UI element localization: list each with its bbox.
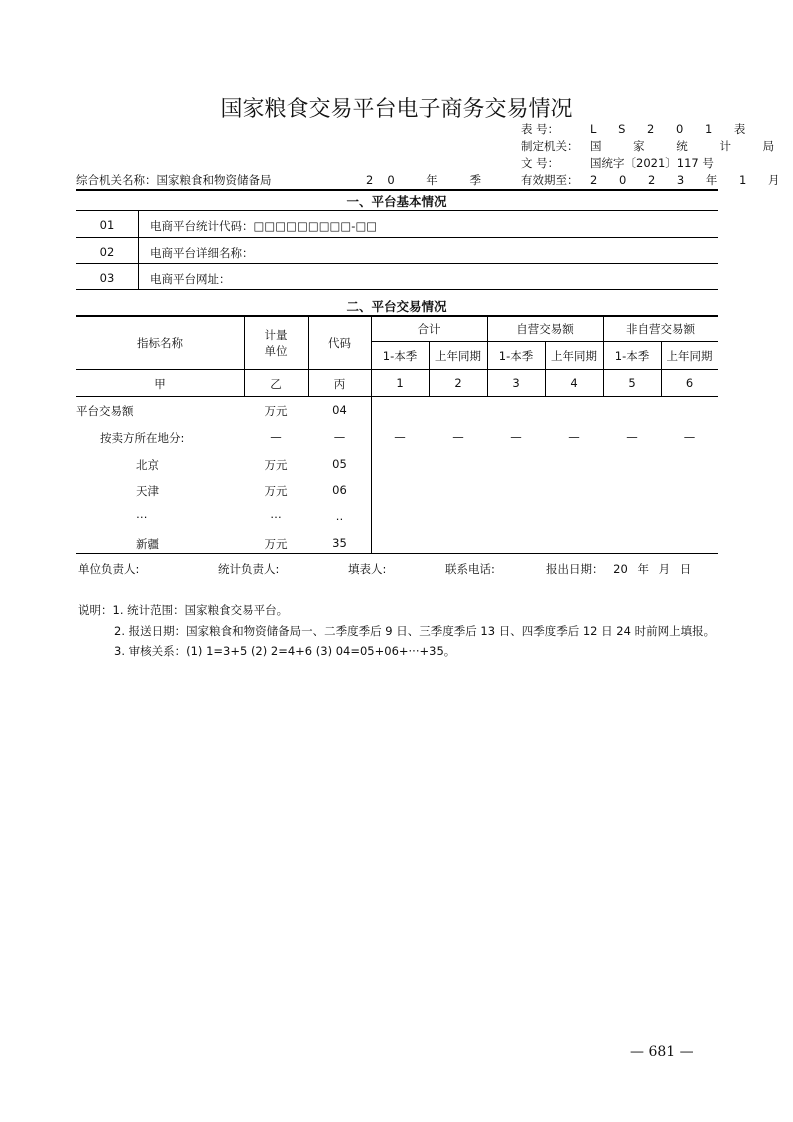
index-num: 4: [570, 376, 578, 390]
rule: [76, 263, 718, 264]
rule: [76, 553, 718, 554]
row-unit: 万元: [264, 484, 288, 498]
page-number: — 681 —: [630, 1044, 694, 1060]
org-name: 综合机关名称：国家粮食和物资储备局: [76, 173, 272, 187]
header-sub: 1-本季: [382, 349, 418, 363]
valid-label: 有效期至：: [521, 173, 579, 187]
row-code: 05: [332, 457, 347, 471]
rule: [76, 396, 718, 397]
header-indicator: 指标名称: [137, 336, 183, 350]
s1-code: 02: [99, 245, 115, 259]
header-group: 合计: [417, 322, 441, 336]
index-num: 3: [512, 376, 520, 390]
form-no-value: L S 2 0 1 表: [590, 122, 755, 136]
valid-value: 2 0 2 3 年 1 月: [590, 173, 789, 187]
header-sub: 1-本季: [498, 349, 534, 363]
rule: [76, 315, 718, 317]
index-num: 5: [628, 376, 636, 390]
s1-label: 电商平台网址：: [150, 272, 231, 286]
row-val: —: [452, 430, 464, 444]
row-val: —: [568, 430, 580, 444]
index-b: 乙: [270, 377, 282, 391]
s1-label: 电商平台详细名称：: [150, 246, 254, 260]
stat-head-label: 统计负责人:: [218, 562, 280, 576]
index-num: 6: [685, 376, 694, 390]
index-num: 1: [396, 376, 404, 390]
form-no-label: 表 号：: [521, 122, 560, 136]
row-code: 06: [332, 483, 347, 497]
index-c: 丙: [333, 377, 346, 391]
header-code: 代码: [328, 336, 351, 350]
note-3: 3. 审核关系：(1) 1=3+5 (2) 2=4+6 (3) 04=05+06+···+35。: [114, 644, 456, 658]
header-group: 非自营交易额: [626, 322, 695, 336]
unit-head-label: 单位负责人:: [78, 562, 140, 576]
row-name: 北京: [136, 458, 159, 472]
header-sub: 上年同期: [666, 349, 713, 363]
note-1: 说明：1. 统计范围：国家粮食交易平台。: [78, 603, 289, 617]
col-divider: [138, 210, 139, 289]
row-name: …: [136, 507, 148, 521]
rule: [76, 289, 718, 290]
authority-label: 制定机关：: [521, 139, 579, 153]
row-unit: …: [270, 507, 282, 521]
header-sub: 上年同期: [551, 349, 597, 363]
doc-no-value: 国统字〔2021〕117 号: [590, 156, 714, 170]
rule: [76, 210, 718, 211]
row-val: —: [683, 430, 696, 444]
row-val: —: [394, 430, 406, 444]
row-code: 04: [332, 403, 347, 417]
note-2: 2. 报送日期：国家粮食和物资储备局一、二季度季后 9 日、三季度季后 13 日、四季度季后 12 日 24 时前网上填报。: [114, 624, 716, 638]
index-num: 2: [454, 376, 462, 390]
authority-value: 国 家 统 计 局: [590, 139, 789, 153]
section2-title: 二、平台交易情况: [346, 299, 447, 314]
rule: [76, 237, 718, 238]
row-unit: 万元: [264, 458, 288, 472]
report-period: 20 年 季: [366, 173, 495, 187]
filler-label: 填表人:: [348, 562, 387, 576]
doc-no-label: 文 号：: [521, 156, 560, 170]
row-code: —: [333, 430, 346, 444]
s1-code: 01: [99, 218, 115, 232]
s1-code: 03: [99, 271, 115, 285]
page-title: 国家粮食交易平台电子商务交易情况: [220, 97, 573, 122]
row-code: ‥: [335, 509, 344, 523]
row-name: 天津: [136, 484, 159, 498]
phone-label: 联系电话:: [445, 562, 495, 576]
row-name: 新疆: [136, 537, 159, 551]
row-unit: 万元: [264, 537, 288, 551]
section1-title: 一、平台基本情况: [346, 194, 447, 209]
row-code: 35: [332, 536, 347, 550]
row-unit: —: [270, 430, 282, 444]
s1-label: 电商平台统计代码：□□□□□□□□□-□□: [150, 219, 378, 233]
row-name: 平台交易额: [76, 404, 134, 418]
rule: [76, 189, 718, 191]
rule: [76, 369, 718, 370]
header-sub: 上年同期: [435, 349, 481, 363]
row-unit: 万元: [264, 404, 288, 418]
header-group: 自营交易额: [516, 322, 574, 336]
report-date-label: 报出日期： 20 年 月 日: [546, 562, 692, 576]
index-a: 甲: [154, 377, 166, 391]
header-sub: 1-本季: [614, 349, 650, 363]
row-val: —: [626, 430, 638, 444]
header-unit: 单位: [264, 344, 288, 358]
header-unit: 计量: [264, 328, 288, 342]
row-name: 按卖方所在地分:: [100, 431, 185, 445]
row-val: —: [510, 430, 522, 444]
